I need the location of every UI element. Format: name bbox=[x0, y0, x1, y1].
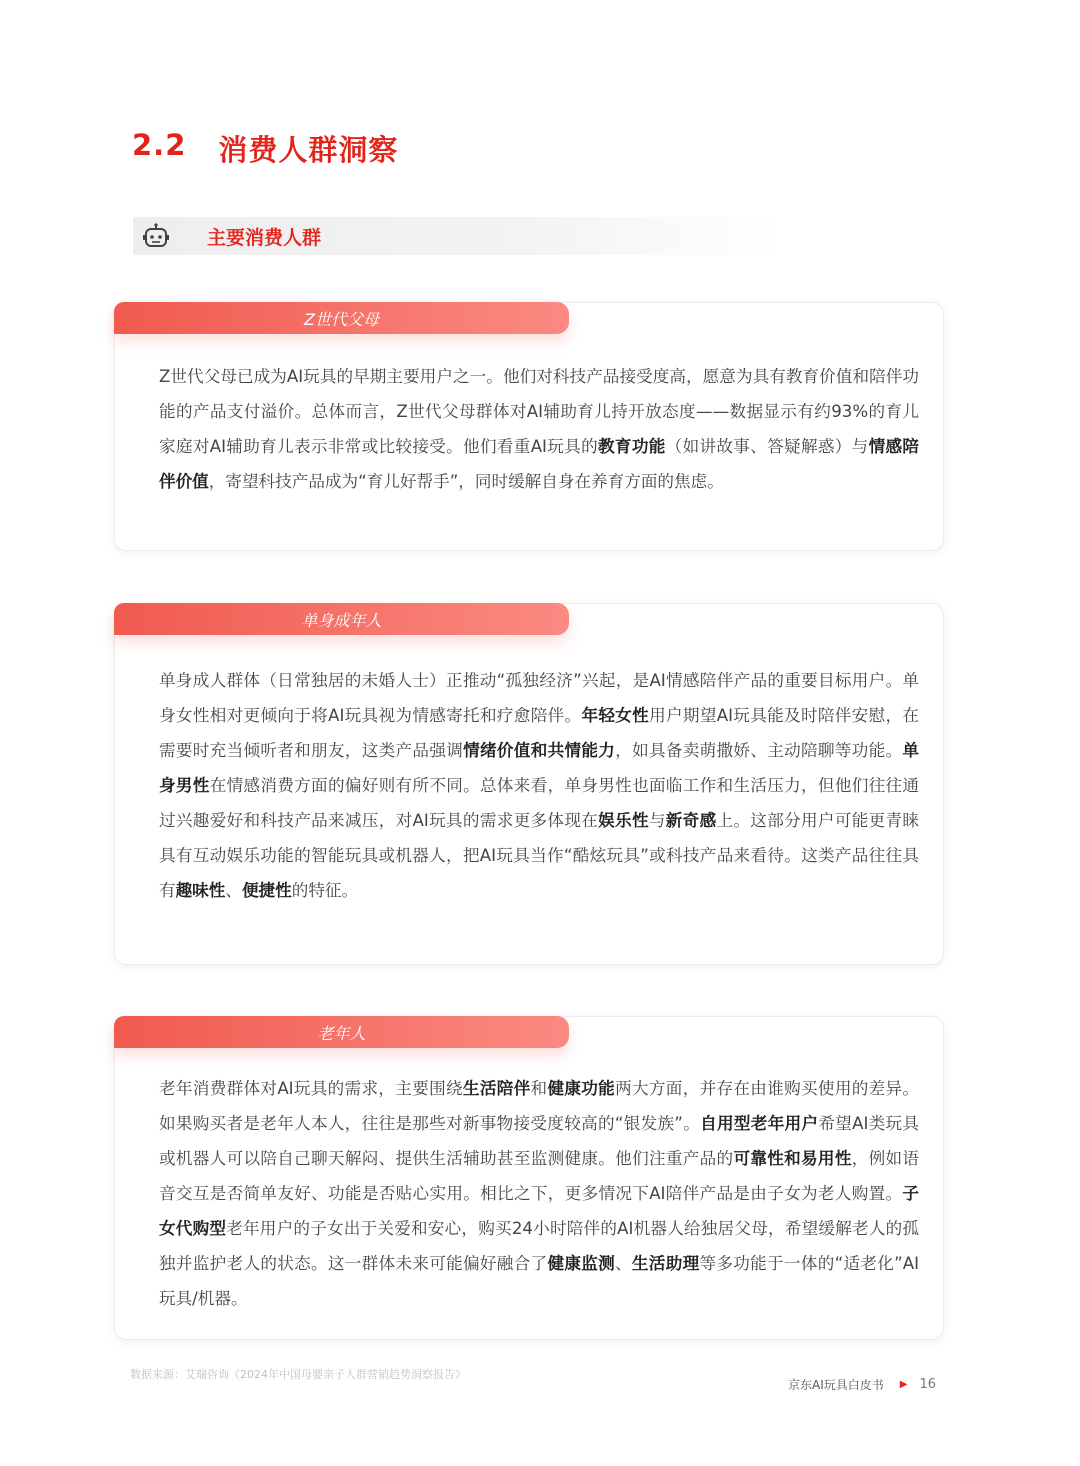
section-heading: 消费人群洞察 bbox=[218, 133, 399, 167]
body-text: 上。这部分用户可能更青睐具有互动娱乐功能的智能玩具或机器人，把AI玩具当作“酷炫玩具”或科技产品来看待。这类产品往往具有 bbox=[159, 811, 920, 900]
body-text: 、 bbox=[225, 881, 242, 900]
body-text: 和 bbox=[530, 1079, 548, 1098]
section-number: 2.2 bbox=[132, 128, 187, 162]
footer-brand: 京东AI玩具白皮书 bbox=[788, 1378, 884, 1392]
emphasis-text: 可靠性和易用性 bbox=[733, 1149, 852, 1168]
emphasis-text: 子女代购型 bbox=[159, 1184, 919, 1238]
card-tab: Z世代父母 bbox=[114, 302, 569, 334]
page-footer bbox=[788, 1376, 936, 1393]
body-text: 在情感消费方面的偏好则有所不同。总体来看，单身男性也面临工作和生活压力，但他们往往通过兴趣爱好和科技产品来减压，对AI玩具的需求更多体现在 bbox=[159, 776, 919, 830]
body-text: 单身成人群体（日常独居的未婚人士）正推动“孤独经济”兴起，是AI情感陪伴产品的重要目标用户。单身女性相对更倾向于将AI玩具视为情感寄托和疗愈陪伴。 bbox=[159, 671, 919, 725]
emphasis-text: 情绪价值和共情能力 bbox=[463, 741, 616, 760]
body-text: 等多功能于一体的“适老化”AI玩具/机器。 bbox=[159, 1254, 920, 1308]
card-single-adults bbox=[114, 603, 944, 965]
emphasis-text: 娱乐性 bbox=[598, 811, 649, 830]
card-tab: 老年人 bbox=[114, 1016, 569, 1048]
body-text: ，寄望科技产品成为“育儿好帮手”，同时缓解自身在养育方面的焦虑。 bbox=[208, 472, 724, 491]
emphasis-text: 生活陪伴 bbox=[462, 1079, 531, 1098]
card-elderly bbox=[114, 1016, 944, 1340]
emphasis-text: 新奇感 bbox=[665, 811, 717, 830]
body-text: 用户期望AI玩具能及时陪伴安慰，在需要时充当倾听者和朋友，这类产品强调 bbox=[159, 706, 920, 760]
section-title bbox=[132, 128, 398, 169]
card-body bbox=[159, 359, 919, 499]
body-text: 老年用户的子女出于关爱和安心，购买24小时陪伴的AI机器人给独居父母，希望缓解老人的孤独并监护老人的状态。这一群体未来可能偏好融合了 bbox=[159, 1219, 919, 1273]
body-text: 老年消费群体对AI玩具的需求，主要围绕 bbox=[159, 1079, 463, 1098]
card-body bbox=[159, 1071, 919, 1316]
body-text: ，例如语音交互是否简单友好、功能是否贴心实用。相比之下，更多情况下AI陪伴产品是由子女为老人购置。 bbox=[159, 1149, 920, 1203]
data-source-note: 数据来源：艾瑞咨询《2024年中国母婴亲子人群营销趋势洞察报告》 bbox=[130, 1368, 466, 1381]
subheader-label: 主要消费人群 bbox=[207, 226, 322, 249]
body-text: （如讲故事、答疑解惑）与 bbox=[665, 437, 869, 456]
card-gen-z-parents bbox=[114, 302, 944, 551]
emphasis-text: 教育功能 bbox=[598, 437, 666, 456]
emphasis-text: 趣味性 bbox=[175, 881, 226, 900]
body-text: 的特征。 bbox=[291, 881, 359, 900]
emphasis-text: 自用型老年用户 bbox=[700, 1114, 819, 1133]
emphasis-text: 情感陪伴价值 bbox=[159, 437, 920, 491]
body-text: Z世代父母已成为AI玩具的早期主要用户之一。他们对科技产品接受度高，愿意为具有教育价值和陪伴功能的产品支付溢价。总体而言，Z世代父母群体对AI辅助育儿持开放态度——数据显示有约93%的育儿家庭对AI辅助育儿表示非常或比较接受。他们看重AI玩具的 bbox=[159, 367, 919, 456]
emphasis-text: 生活助理 bbox=[631, 1254, 700, 1273]
card-body bbox=[159, 663, 919, 908]
emphasis-text: 便捷性 bbox=[241, 881, 292, 900]
robot-icon bbox=[142, 222, 170, 250]
body-text: ，如具备卖萌撒娇、主动陪聊等功能。 bbox=[615, 741, 903, 760]
body-text: 与 bbox=[648, 811, 666, 830]
body-text: 希望AI类玩具或机器人可以陪自己聊天解闷、提供生活辅助甚至监测健康。他们注重产品的 bbox=[159, 1114, 920, 1168]
page-number: 16 bbox=[919, 1377, 936, 1392]
play-arrow-icon: ▶ bbox=[899, 1379, 908, 1390]
subheader-bar bbox=[133, 217, 783, 255]
card-tab: 单身成年人 bbox=[114, 603, 569, 635]
emphasis-text: 健康功能 bbox=[547, 1079, 616, 1098]
emphasis-text: 健康监测 bbox=[547, 1254, 616, 1273]
body-text: 、 bbox=[615, 1254, 632, 1273]
body-text: 两大方面，并存在由谁购买使用的差异。如果购买者是老年人本人，往往是那些对新事物接受度较高的“银发族”。 bbox=[159, 1079, 920, 1133]
emphasis-text: 单身男性 bbox=[159, 741, 920, 795]
emphasis-text: 年轻女性 bbox=[581, 706, 650, 725]
